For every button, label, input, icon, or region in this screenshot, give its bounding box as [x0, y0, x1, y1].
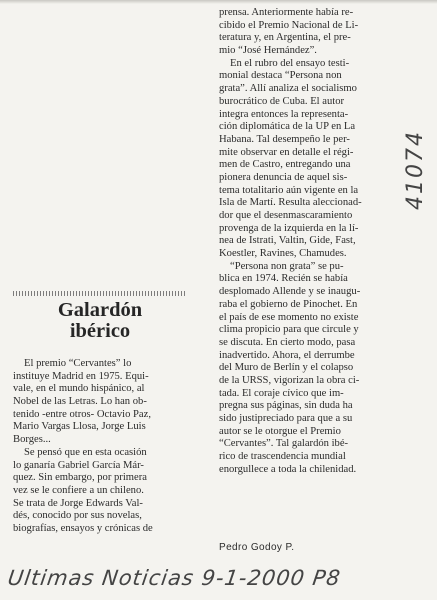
right-column-line: En el rubro del ensayo testi- [230, 57, 350, 69]
left-column-line: tenido -entre otros- Octavio Paz, [13, 408, 151, 420]
right-column-line: “Persona non grata” se pu- [230, 260, 344, 272]
right-column-line: pregna sus páginas, sin duda ha [219, 400, 353, 412]
right-column-line: sido justipreciado para que a su [219, 413, 353, 424]
left-column-line: instituye Madrid en 1975. Equi- [13, 370, 149, 382]
left-column-line: biografías, ensayos y crónicas de [13, 522, 153, 534]
headline-line2: ibérico [69, 320, 131, 342]
left-column-line: lo ganaría Gabriel García Már- [13, 459, 144, 471]
left-column-line: Borges... [13, 434, 51, 446]
left-column-line: Se pensó que en esta ocasión [24, 446, 147, 458]
headline-rule [13, 291, 187, 296]
byline: Pedro Godoy P. [219, 542, 295, 553]
right-column-line: inadvertido. Ahora, el derrumbe [219, 349, 355, 361]
right-column-line: provenga de la izquierda en la lí- [219, 222, 359, 234]
right-column-line: cibido el Premio Nacional de Li- [219, 19, 359, 31]
right-column-line: Habana. Tal desempeño le per- [219, 133, 350, 145]
right-column-line: enorgullece a toda la chilenidad. [219, 463, 357, 475]
right-column-line: raba el gobierno de Pinochet. En [219, 298, 358, 310]
left-column-line: Mario Vargas Llosa, Jorge Luis [13, 421, 146, 433]
right-column-line: tema totalitario aún vigente en la [219, 184, 359, 196]
headline [13, 300, 187, 342]
right-column-line: monial destaca “Persona non [219, 70, 342, 82]
right-column [219, 7, 394, 476]
right-column-line: ción diplomática de la UP en La [219, 121, 356, 133]
right-column-line: burocrático de Cuba. El autor [219, 95, 345, 107]
handwritten-source-note: Ultimas Noticias 9-1-2000 P8 [6, 566, 343, 590]
right-column-line: tada. El coraje cívico que im- [219, 387, 344, 399]
handwritten-id-note: 41074 [403, 130, 428, 210]
right-column-line: Isla de Martí. Resulta aleccionad- [219, 197, 362, 209]
right-column-line: mite observar en detalle el régi- [219, 146, 354, 158]
right-column-line: del Muro de Berlín y el colapso [219, 362, 354, 374]
left-column-line: vez se le confiere a un chileno. [13, 484, 144, 496]
right-column-line: rico de trascendencia mundial [219, 451, 346, 463]
left-column-line: El premio “Cervantes” lo [24, 358, 132, 369]
right-column-line: clima propicio para que circule y [219, 324, 359, 336]
page-edge [0, 0, 437, 4]
right-column-line: teratura y, en Argentina, el pre- [219, 32, 351, 44]
left-column-line: vale, en el mundo hispánico, al [13, 383, 145, 395]
right-column-line: integra entonces la representa- [219, 108, 349, 120]
right-column-line: men de Castro, entregando una [219, 159, 351, 171]
right-column-line: dor que el desenmascaramiento [219, 210, 353, 221]
right-column-line: el país de ese momento no existe [219, 311, 359, 323]
right-column-line: blica en 1974. Recién se había [219, 273, 348, 285]
right-column-line: Koestler, Ravines, Chamudes. [219, 248, 347, 260]
right-column-line: autor se le otorgue el Premio [219, 425, 341, 437]
left-column [13, 358, 191, 536]
right-column-line: grata”. Allí analiza el socialismo [219, 83, 357, 95]
right-column-line: pionera denuncia de aquel sis- [219, 171, 348, 183]
right-column-line: prensa. Anteriormente había re- [219, 7, 354, 18]
right-column-line: se discuta. En cierto modo, pasa [219, 336, 356, 348]
right-column-line: “Cervantes”. Tal galardón ibé- [219, 438, 349, 450]
right-column-line: nea de Istrati, Valtin, Gide, Fast, [219, 235, 356, 247]
right-column-line: desplomado Allende y se inaugu- [219, 286, 361, 298]
left-column-line: quez. Sin embargo, por primera [13, 472, 147, 484]
left-column-line: dés, conocido por sus novelas, [13, 510, 142, 522]
left-column-line: Se trata de Jorge Edwards Val- [13, 497, 143, 509]
headline-line1: Galardón [57, 299, 143, 321]
right-column-line: de la URSS, vigorizan la obra ci- [219, 374, 360, 386]
left-column-line: Nobel de las Letras. Lo han ob- [13, 396, 147, 408]
right-column-line: mio “José Hernández”. [219, 45, 317, 57]
